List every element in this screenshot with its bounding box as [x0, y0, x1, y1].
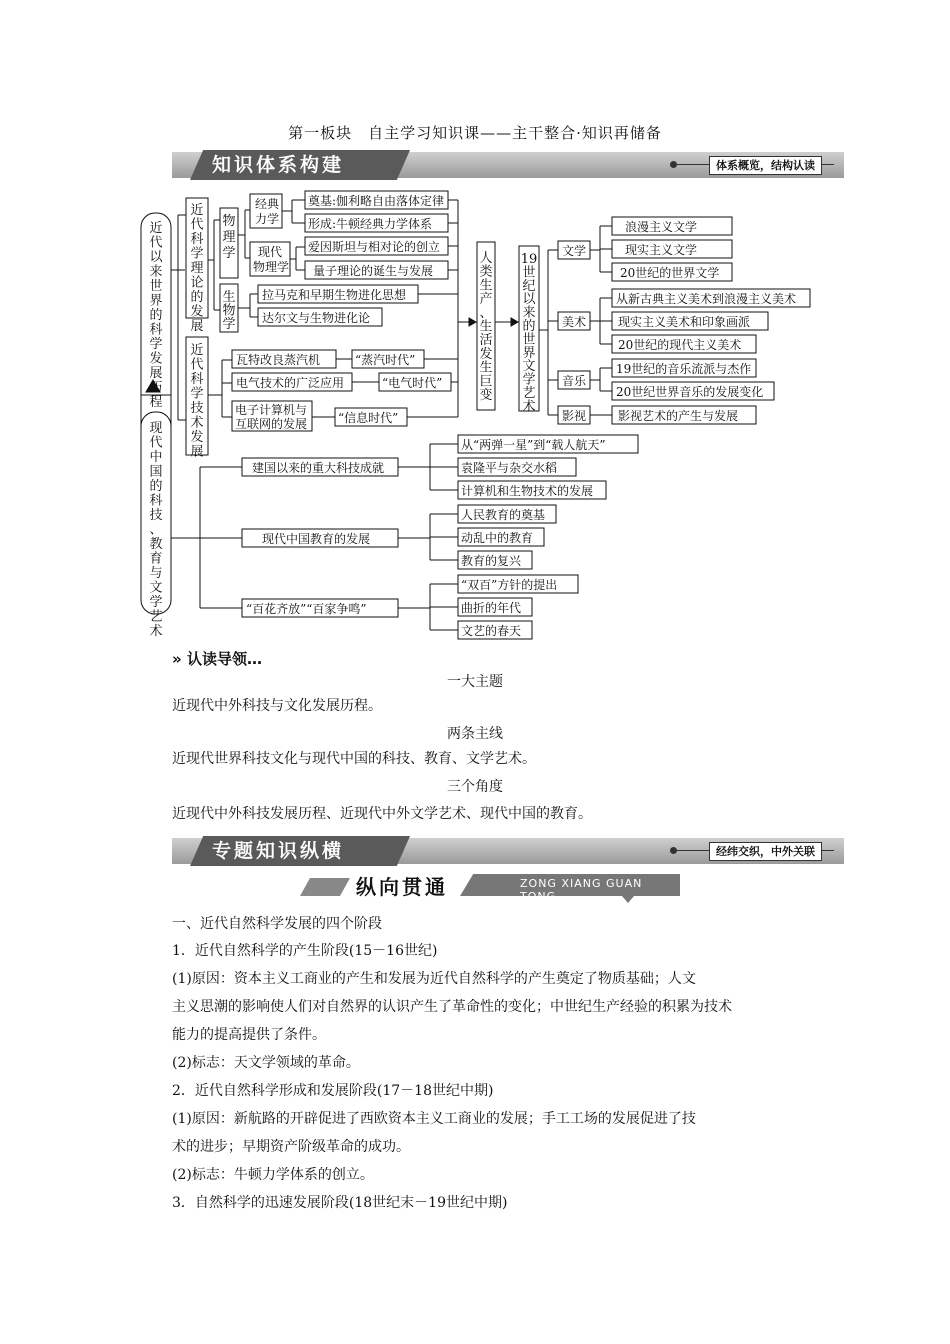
double-chevron-icon: » [172, 650, 182, 668]
section-heading: 一、近代自然科学发展的四个阶段 [172, 916, 382, 932]
node-biology: 生物学 [222, 290, 236, 332]
node-tech-development: 近代科学技术发展 [190, 343, 204, 460]
stage2-heading: 2．近代自然科学形成和发展阶段(17－18世纪中期) [172, 1083, 494, 1099]
node-steam-engine: 瓦特改良蒸汽机 [236, 353, 321, 367]
stage2-reason-line2: 术的进步；早期资产阶级革命的成功。 [172, 1139, 410, 1155]
node-einstein: 爱因斯坦与相对论的创立 [308, 240, 441, 254]
stage1-reason-line2: 主义思潮的影响使人们对自然界的认识产生了革命性的变化；中世纪生产经验的积累为技术 [172, 999, 732, 1015]
node-literature: 文学 [562, 244, 587, 258]
node-tortuous-years: 曲折的年代 [461, 601, 522, 615]
guide-h3: 三个角度 [447, 779, 503, 795]
stage1-heading: 1．近代自然科学的产生阶段(15－16世纪) [172, 943, 438, 959]
page-title: 第一板块 自主学习知识课——主干整合·知识再储备 [288, 124, 662, 142]
node-world-art: 19 世纪以来的世界文学艺术 [520, 252, 538, 415]
node-modernist-art: 20世纪的现代主义美术 [618, 338, 742, 352]
node-electric: 电气技术的广泛应用 [236, 376, 345, 390]
node-realist-lit: 现实主义文学 [625, 243, 698, 257]
node-computer-bio: 计算机和生物技术的发展 [461, 484, 594, 498]
stage1-reason-line1: (1)原因：资本主义工商业的产生和发展为近代自然科学的产生奠定了物质基础；人文 [172, 971, 696, 987]
banner-tag: 经纬交织，中外关联 [709, 842, 822, 861]
node-romantic-lit: 浪漫主义文学 [625, 220, 698, 234]
guide-p1: 近现代中外科技与文化发展历程。 [172, 698, 382, 714]
node-computer-1: 电子计算机与 [235, 403, 308, 417]
node-classical-mechanics-2: 力学 [255, 212, 280, 226]
node-darwin: 达尔文与生物进化论 [262, 311, 371, 325]
node-life-change: 人类生产、生活发生巨变 [479, 251, 493, 403]
node-film: 影视 [562, 409, 587, 423]
node-quantum: 量子理论的诞生与发展 [313, 264, 434, 278]
guide-heading-row [172, 648, 262, 669]
guide-p2: 近现代世界科技文化与现代中国的科技、教育、文学艺术。 [172, 751, 536, 767]
stage1-sign: (2)标志：天文学领域的革命。 [172, 1055, 360, 1071]
ellipsis-icon: … [246, 650, 262, 668]
root-node-world-science: 近代以来世界的科学发展历程 [149, 221, 163, 410]
stage2-reason-line1: (1)原因：新航路的开辟促进了西欧资本主义工商业的发展；手工工场的发展促进了技 [172, 1111, 696, 1127]
banner-knowledge-system [172, 152, 844, 178]
node-modern-physics-1: 现代 [258, 245, 283, 259]
root-node-china-science: 现代中国的科技、教育与文学艺术 [149, 421, 163, 639]
node-hybrid-rice: 袁隆平与杂交水稻 [461, 461, 558, 475]
node-neoclassical-art: 从新古典主义美术到浪漫主义美术 [616, 292, 797, 306]
banner-tag: 体系概览，结构认读 [709, 156, 822, 175]
subbanner-label: 纵向贯通 [356, 875, 448, 899]
stage1-reason-line3: 能力的提高提供了条件。 [172, 1027, 326, 1043]
guide-heading: 认读导领 [186, 650, 247, 668]
subbanner-vertical [300, 874, 680, 902]
node-computer-2: 互联网的发展 [235, 417, 308, 431]
node-19c-music: 19世纪的音乐流派与杰作 [616, 362, 752, 376]
node-film-art: 影视艺术的产生与发展 [618, 409, 739, 423]
node-double-hundred: “双百”方针的提出 [461, 578, 558, 592]
node-impressionism: 现实主义美术和印象画派 [618, 315, 751, 329]
node-20c-lit: 20世纪的世界文学 [620, 266, 720, 280]
subbanner-en: ZONG XIANG GUAN TONG [520, 877, 643, 903]
node-china-education: 现代中国教育的发展 [262, 532, 371, 546]
guide-h2: 两条主线 [447, 726, 503, 742]
node-info-age: “信息时代” [338, 411, 399, 425]
node-modern-physics-2: 物理学 [253, 260, 290, 274]
node-steam-age: “蒸汽时代” [355, 353, 416, 367]
guide-p3: 近现代中外科技发展历程、近现代中外文学艺术、现代中国的教育。 [172, 806, 592, 822]
node-hundred-flowers: “百花齐放”“百家争鸣” [246, 602, 367, 616]
node-two-bombs: 从“两弹一星”到“载人航天” [461, 438, 606, 452]
node-education-revival: 教育的复兴 [461, 554, 522, 568]
banner-thematic-knowledge [172, 838, 844, 864]
node-lamarck: 拉马克和早期生物进化思想 [262, 288, 407, 302]
banner-label: 知识体系构建 [212, 154, 345, 176]
node-fine-art: 美术 [562, 315, 587, 329]
banner-label: 专题知识纵横 [212, 840, 345, 862]
node-music: 音乐 [562, 374, 587, 388]
node-art-spring: 文艺的春天 [461, 624, 522, 638]
stage2-sign: (2)标志：牛顿力学体系的创立。 [172, 1167, 374, 1183]
knowledge-diagram [0, 180, 950, 645]
node-newton: 形成:牛顿经典力学体系 [308, 217, 433, 231]
node-turmoil-education: 动乱中的教育 [461, 531, 534, 545]
node-galileo: 奠基:伽利略自由落体定律 [308, 194, 445, 208]
guide-h1: 一大主题 [447, 674, 503, 690]
node-people-education: 人民教育的奠基 [461, 508, 546, 522]
node-electric-age: “电气时代” [382, 376, 443, 390]
node-theory-development: 近代科学理论的发展 [190, 203, 204, 334]
node-physics: 物理学 [222, 214, 236, 261]
stage3-heading: 3．自然科学的迅速发展阶段(18世纪末－19世纪中期) [172, 1195, 508, 1211]
node-china-tech: 建国以来的重大科技成就 [252, 461, 385, 475]
node-20c-music: 20世纪世界音乐的发展变化 [616, 385, 764, 399]
down-arrow-icon [622, 896, 634, 903]
node-classical-mechanics-1: 经典 [255, 197, 280, 211]
